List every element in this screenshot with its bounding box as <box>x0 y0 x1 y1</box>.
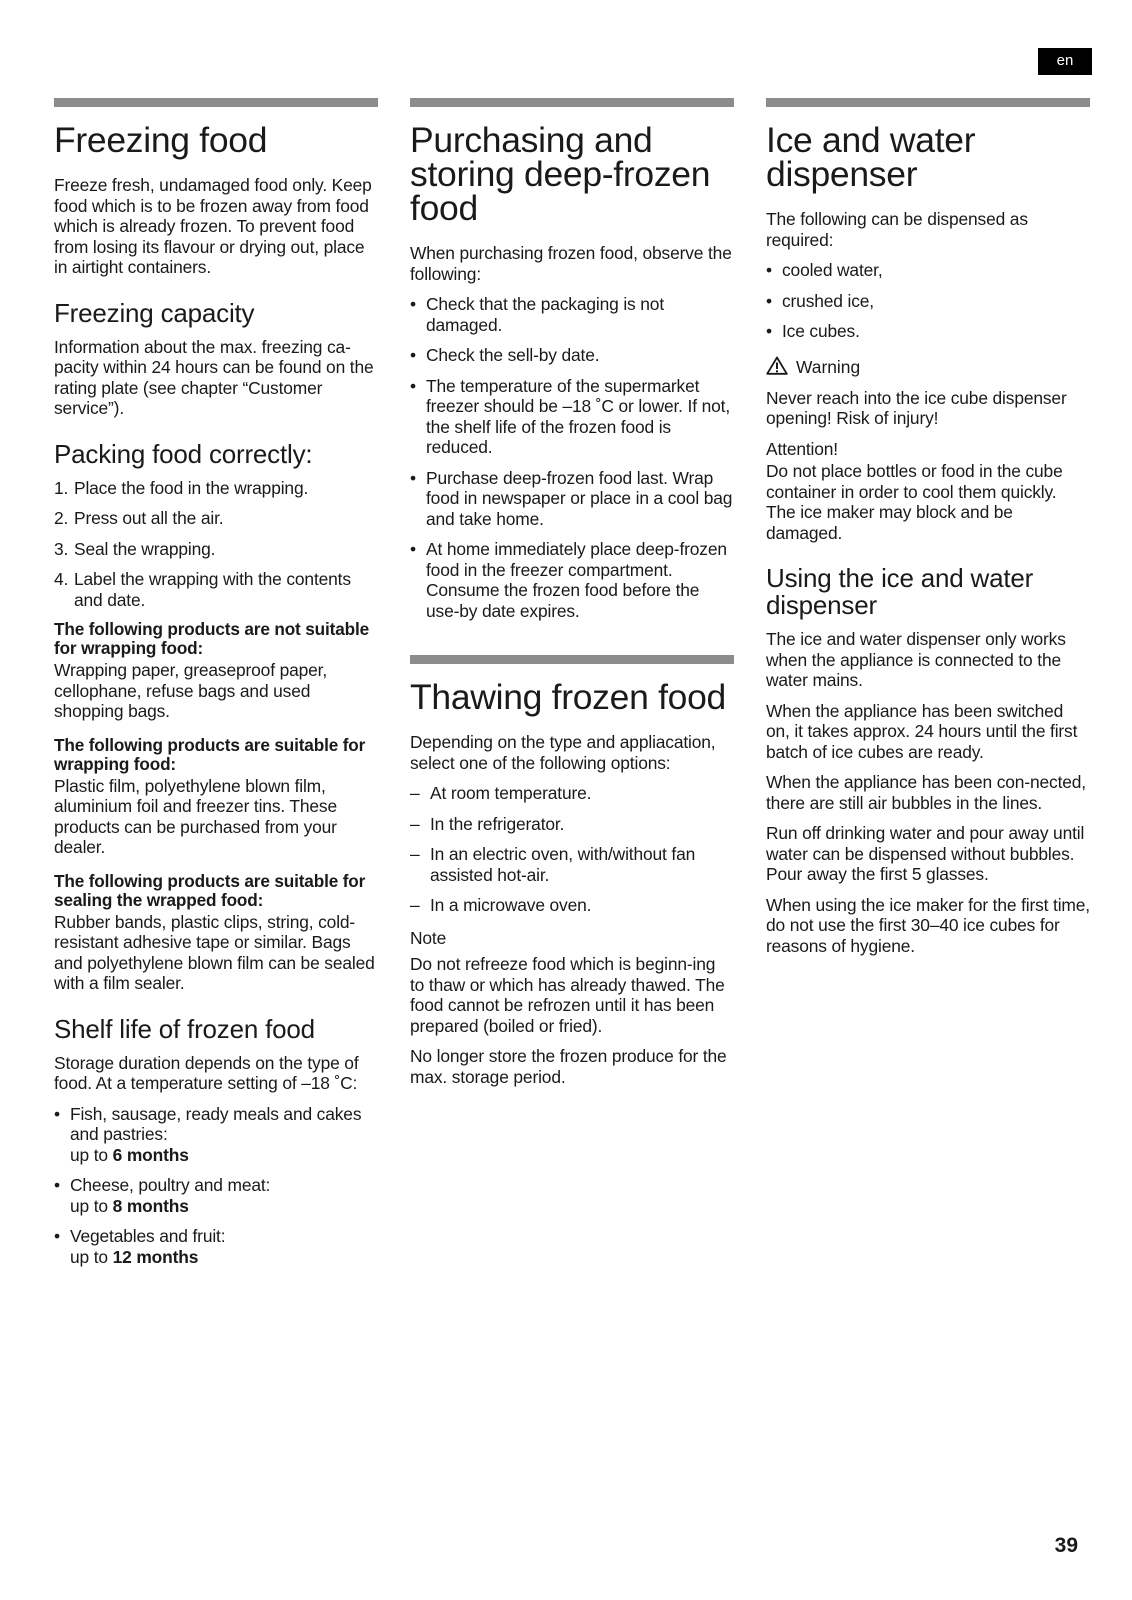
freezing-capacity-text: Information about the max. freezing ca-pacity within 24 hours can be found on the rating plate (see chapter “Customer service”). <box>54 336 374 418</box>
purchasing-list <box>410 294 734 621</box>
dispenser-list <box>766 260 1090 342</box>
suitable-text: Plastic film, polyethylene blown film, aluminium foil and freezer tins. These products can be purchased from your dealer. <box>54 775 337 857</box>
list-item: • Cheese, poultry and meat: up to 8 months <box>54 1175 271 1216</box>
list-item: – In the refrigerator. <box>410 813 565 834</box>
warning-text: Never reach into the ice cube dispenser opening! Risk of injury! <box>766 387 1067 428</box>
purchasing-intro: When purchasing frozen food, observe the following: <box>410 243 732 284</box>
heading-freezing-capacity: Freezing capacity <box>54 297 255 328</box>
using-paragraph: The ice and water dispenser only works when the appliance is connected to the water mains. <box>766 629 1066 690</box>
dispenser-intro: The following can be dispensed as required: <box>766 209 1028 250</box>
sealing-heading: The following products are suitable for sealing the wrapped food: <box>54 870 366 910</box>
shelf-life-intro: Storage duration depends on the type of food. At a temperature setting of –18 ˚C: <box>54 1052 359 1093</box>
section-rule <box>54 98 378 107</box>
packing-steps-list <box>54 478 378 611</box>
note-text: Do not refreeze food which is beginn-ing to thaw or which has already thawed. The food cannot be refrozen until it has been prepared (boiled or fried). <box>410 954 725 1036</box>
using-paragraph: When the appliance has been con-nected, there are still air bubbles in the lines. <box>766 772 1086 813</box>
thawing-intro: Depending on the type and appliacation, select one of the following options: <box>410 732 716 773</box>
shelf-life-list <box>54 1104 378 1268</box>
language-badge: en <box>1038 48 1092 75</box>
note-text-2: No longer store the frozen produce for the max. storage period. <box>410 1046 727 1087</box>
list-item: – At room temperature. <box>410 783 592 803</box>
not-suitable-heading: The following products are not suitable for wrapping food: <box>54 619 369 658</box>
attention-label: Attention! <box>766 438 838 459</box>
list-item: • At home immediately place deep-frozen food in the freezer compartment. Consume the frozen food before the use-by date expires. <box>410 539 727 621</box>
list-item: • The temperature of the supermarket freezer should be –18 ˚C or lower. If not, the shelf life of the frozen food is reduced. <box>410 375 730 457</box>
list-item: – In an electric oven, with/without fan assisted hot-air. <box>410 844 696 885</box>
attention-text: Do not place bottles or food in the cube container in order to cool them quickly. The ice maker may block and be damaged. <box>766 461 1063 543</box>
not-suitable-text: Wrapping paper, greaseproof paper, cellophane, refuse bags and used shopping bags. <box>54 660 328 721</box>
section-title-thawing: Thawing frozen food <box>410 677 726 717</box>
using-paragraph: Run off drinking water and pour away until water can be dispensed without bubbles. Pour away the first 5 glasses. <box>766 823 1085 884</box>
list-item: • Check that the packaging is not damaged. <box>410 294 665 335</box>
list-item: • Vegetables and fruit: up to 12 months <box>54 1226 226 1267</box>
warning-heading <box>766 356 1090 380</box>
heading-packing-food: Packing food correctly: <box>54 438 313 469</box>
using-paragraph: When the appliance has been switched on, it takes approx. 24 hours until the first batch of ice cubes are ready. <box>766 700 1078 762</box>
thawing-options-list <box>410 783 734 916</box>
note-label: Note <box>410 927 447 948</box>
list-item: • cooled water, <box>766 260 883 280</box>
sealing-text: Rubber bands, plastic clips, string, cold-resistant adhesive tape or similar. Bags and polyethylene blown film can be sealed with a film sealer. <box>54 911 375 993</box>
column-ice-water-dispenser <box>766 98 1090 966</box>
list-item: • Ice cubes. <box>766 321 860 341</box>
suitable-heading: The following products are suitable for wrapping food: <box>54 734 366 774</box>
column-freezing-food <box>54 98 378 1277</box>
list-item: • Check the sell-by date. <box>410 345 600 365</box>
section-title-ice-water: Ice and water dispenser <box>766 120 976 194</box>
section-rule <box>410 98 734 107</box>
warning-triangle-icon <box>766 356 796 380</box>
page-number: 39 <box>1054 1534 1078 1557</box>
freezing-intro: Freeze fresh, undamaged food only. Keep food which is to be frozen away from food which is already frozen. To prevent food from losing its flavour or drying out, place in airtight containers. <box>54 175 372 277</box>
list-item: 3. Seal the wrapping. <box>54 538 216 559</box>
list-item: – In a microwave oven. <box>410 895 592 915</box>
list-item: • crushed ice, <box>766 290 874 311</box>
list-item: 4. Label the wrapping with the contents and date. <box>54 569 351 610</box>
section-title-freezing-food: Freezing food <box>54 120 268 160</box>
list-item: 2. Press out all the air. <box>54 508 224 528</box>
column-purchasing-storing <box>410 98 734 1097</box>
list-item: 1. Place the food in the wrapping. <box>54 477 309 498</box>
section-rule <box>410 655 734 664</box>
list-item: • Purchase deep-frozen food last. Wrap food in newspaper or place in a cool bag and take home. <box>410 467 733 529</box>
section-title-purchasing: Purchasing and storing deep-frozen food <box>410 120 711 228</box>
using-paragraph: When using the ice maker for the first time, do not use the first 30–40 ice cubes for reasons of hygiene. <box>766 894 1090 956</box>
section-rule <box>766 98 1090 107</box>
heading-using-dispenser: Using the ice and water dispenser <box>766 563 1034 620</box>
list-item: • Fish, sausage, ready meals and cakes and pastries: up to 6 months <box>54 1103 362 1165</box>
heading-shelf-life: Shelf life of frozen food <box>54 1013 315 1044</box>
warning-label: Warning <box>796 357 861 377</box>
